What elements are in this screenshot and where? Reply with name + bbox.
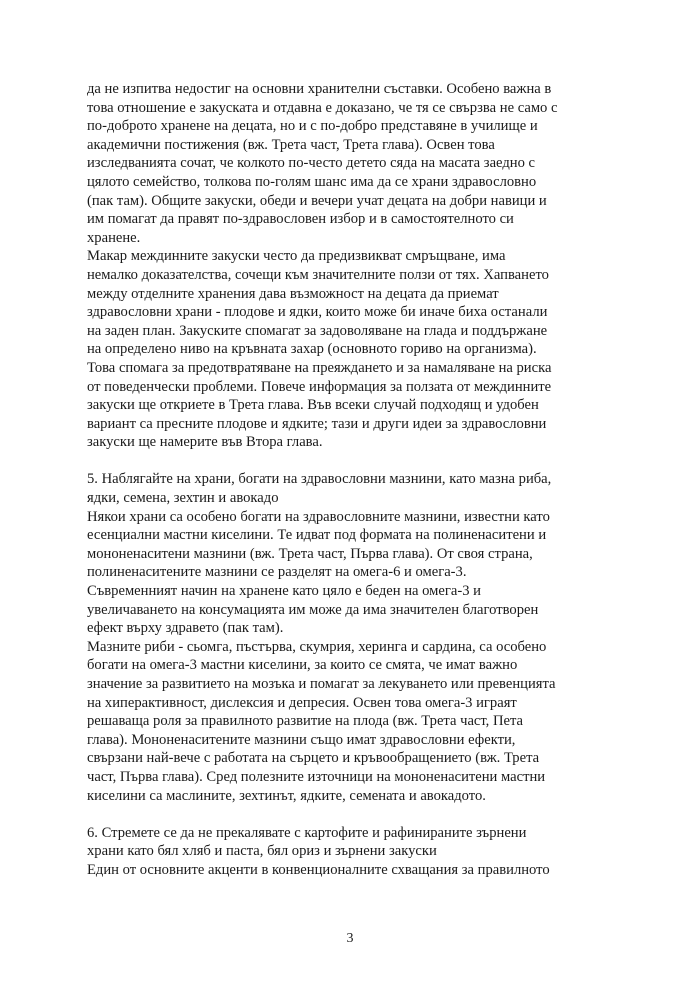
text-line: ефект върху здравето (пак там).: [87, 620, 284, 637]
text-line: Макар междинните закуски често да предизвикват смръщване, има: [87, 248, 506, 265]
body-text: [87, 80, 647, 880]
text-line: изследванията сочат, че колкото по-често детето сяда на масата заедно с: [87, 155, 535, 172]
text-line: хранене.: [87, 229, 141, 246]
text-line: между отделните хранения дава възможност на децата да приемат: [87, 285, 499, 302]
text-line: мононенаситени мазнини (вж. Трета част, Първа глава). От своя страна,: [87, 545, 533, 562]
text-line: 6. Стремете се да не прекалявате с картофите и рафинираните зърнени: [87, 824, 527, 841]
text-line: от поведенчески проблеми. Повече информация за ползата от междинните: [87, 378, 552, 395]
text-line: увеличаването на консумацията им може да има значителен благотворен: [87, 601, 539, 618]
text-line: значение за развитието на мозъка и помагат за лекуването или превенцията: [87, 676, 556, 692]
text-line: Това спомага за предотвратяване на преяждането и за намаляване на риска: [87, 359, 552, 376]
paragraph-gap: [87, 452, 647, 471]
text-line: да не изпитва недостиг на основни хранителни съставки. Особено важна в: [87, 81, 552, 97]
text-line: 5. Наблягайте на храни, богати на здравословни мазнини, като мазна риба,: [87, 471, 552, 488]
text-line: академични постижения (вж. Трета част, Трета глава). Освен това: [87, 136, 495, 153]
text-line: Съвременният начин на хранене като цяло е беден на омега-3 и: [87, 583, 481, 600]
text-line: полиненаситените мазнини се разделят на омега-6 и омега-3.: [87, 564, 467, 581]
text-line: (пак там). Общите закуски, обеди и вечери учат децата на добри навици и: [87, 192, 547, 209]
text-line: глава). Мононенаситените мазнини също имат здравословни ефекти,: [87, 731, 516, 748]
text-line: свързани най-вече с работата на сърцето и кръвообращението (вж. Трета: [87, 750, 540, 767]
text-line: им помагат да правят по-здравословен избор и в самостоятелното си: [87, 211, 514, 228]
text-line: Един от основните акценти в конвенционалните схващания за правилното: [87, 861, 550, 878]
text-line: цялото семейство, толкова по-голям шанс има да се храни здравословно: [87, 173, 537, 190]
paragraph-gap: [87, 805, 647, 824]
text-line: есенциални мастни киселини. Те идват под формата на полиненаситени и: [87, 527, 547, 544]
text-line: богати на омега-3 мастни киселини, за които се смята, че имат важно: [87, 657, 518, 674]
text-line: Някои храни са особено богати на здравословните мазнини, известни като: [87, 508, 550, 525]
text-line: решаваща роля за правилното развитие на плода (вж. Трета част, Пета: [87, 713, 524, 730]
text-line: киселини са маслините, зехтинът, ядките, семената и авокадото.: [87, 787, 486, 804]
text-line: на определено ниво на кръвната захар (основното гориво на организма).: [87, 341, 537, 358]
text-line: храни като бял хляб и паста, бял ориз и зърнени закуски: [87, 843, 437, 860]
text-line: на заден план. Закуските спомагат за задоволяване на глада и поддържане: [87, 322, 548, 339]
text-line: част, Първа глава). Сред полезните източници на мононенаситени мастни: [87, 768, 546, 785]
text-line: вариант са пресните плодове и ядките; тази и други идеи за здравословни: [87, 415, 547, 432]
text-line: закуски ще откриете в Трета глава. Във всеки случай подходящ и удобен: [87, 397, 539, 414]
text-line: закуски ще намерите във Втора глава.: [87, 434, 323, 451]
text-line: това отношение е закуската и отдавна е доказано, че тя се свързва не само с: [87, 99, 558, 116]
text-line: ядки, семена, зехтин и авокадо: [87, 490, 279, 507]
text-line: на хиперактивност, дислексия и депресия. Освен това омега-3 играят: [87, 694, 517, 711]
text-line: немалко доказателства, сочещи към значителните ползи от тях. Хапването: [87, 266, 549, 283]
text-line: по-доброто хранене на децата, но и с по-добро представяне в училище и: [87, 118, 538, 135]
text-line: здравословни храни - плодове и ядки, които може би иначе биха останали: [87, 304, 548, 321]
text-line: Мазните риби - сьомга, пъстърва, скумрия, херинга и сардина, са особено: [87, 638, 547, 655]
page-number: 3: [346, 931, 354, 946]
